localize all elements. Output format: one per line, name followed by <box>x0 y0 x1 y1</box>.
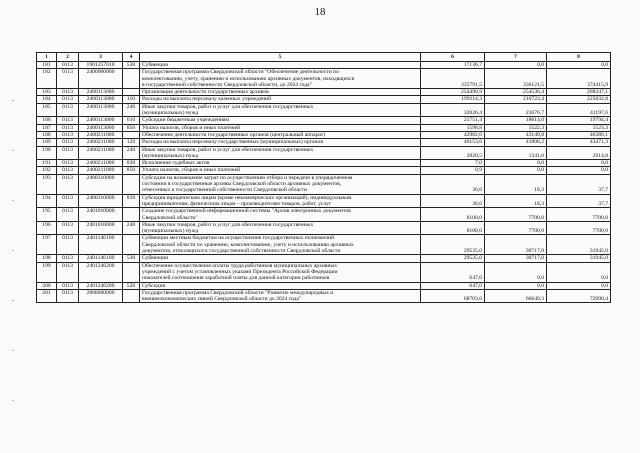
table-row <box>37 194 611 208</box>
header-cell: 1 <box>37 53 57 62</box>
table-row <box>37 131 611 138</box>
target-article-cell: 2400310000 <box>79 194 123 208</box>
amount-cell: 30717,0 <box>485 235 547 255</box>
description-cell: Расходы на выплаты персоналу государственных (муниципальных) органов <box>140 139 421 146</box>
amount-cell: 42982,0 <box>421 131 485 138</box>
amount-cell: 31945,0 <box>547 255 611 262</box>
row-number-cell: 199 <box>37 262 57 282</box>
amount-cell: 29535,0 <box>421 235 485 255</box>
amount-cell: 0,0 <box>485 160 547 167</box>
target-article-cell: 2400000000 <box>79 69 123 89</box>
section-code-cell: 0113 <box>57 62 79 69</box>
amount-cell: 1522,3 <box>485 124 547 131</box>
section-code-cell: 0113 <box>57 255 79 262</box>
section-code-cell: 0113 <box>57 235 79 255</box>
description-cell: Субсидии на возмещение затрат по осуществлению отбора и передачи в упорядоченном состоянии в государственные архивы Свердловской области архивных документов, отнесенных к государственной собственности Свердловской области <box>140 174 421 194</box>
row-number-cell: 185 <box>37 103 57 117</box>
amount-cell: 23676,7 <box>485 103 547 117</box>
table-body <box>37 62 611 303</box>
expense-type-cell <box>123 235 140 255</box>
amount-cell: 36,6 <box>421 194 485 208</box>
table-row <box>37 96 611 103</box>
margin-mark <box>12 200 14 201</box>
section-code-cell: 0113 <box>57 103 79 117</box>
target-article-cell: 2400113000 <box>79 117 123 124</box>
amount-cell: 32026,4 <box>421 103 485 117</box>
expense-type-cell: 850 <box>123 167 140 174</box>
header-cell: 4 <box>123 53 140 62</box>
table-row <box>37 167 611 174</box>
target-article-cell: 2401146100 <box>79 235 123 255</box>
section-code-cell: 0113 <box>57 174 79 194</box>
row-number-cell: 188 <box>37 131 57 138</box>
amount-cell: 66649,3 <box>485 289 547 303</box>
amount-cell: 8100,0 <box>421 221 485 235</box>
amount-cell: 0,0 <box>547 160 611 167</box>
row-number-cell: 192 <box>37 167 57 174</box>
target-article-cell: 2400211000 <box>79 160 123 167</box>
amount-cell: 41197,6 <box>547 103 611 117</box>
expense-type-cell: 810 <box>123 194 140 208</box>
expense-type-cell: 530 <box>123 62 140 69</box>
amount-cell: 36,6 <box>421 174 485 194</box>
description-cell: Иные закупки товаров, работ и услуг для обеспечения государственных (муниципальных) нужд <box>140 103 421 117</box>
amount-cell: 336121,5 <box>485 69 547 89</box>
amount-cell: 0,0 <box>547 262 611 282</box>
header-cell: 6 <box>421 53 485 62</box>
amount-cell: 210723,4 <box>485 96 547 103</box>
description-cell: Обеспечение осуществления оплаты труда работников муниципальных архивных учреждений с учетом установленных указами Президента Российской Федерации показателей соотношения заработной платы для данной категории работников <box>140 262 421 282</box>
amount-cell: 254536,4 <box>485 89 547 96</box>
amount-cell: 0,0 <box>547 62 611 69</box>
margin-mark <box>12 250 14 251</box>
target-article-cell: 2401246200 <box>79 282 123 289</box>
amount-cell: 0,0 <box>485 262 547 282</box>
margin-mark <box>12 100 14 101</box>
page-number: 18 <box>314 6 326 18</box>
row-number-cell: 197 <box>37 235 57 255</box>
section-code-cell: 0113 <box>57 282 79 289</box>
table-row <box>37 139 611 146</box>
amount-cell: 29535,0 <box>421 255 485 262</box>
section-code-cell: 0113 <box>57 131 79 138</box>
amount-cell: 7700,0 <box>485 208 547 222</box>
margin-mark <box>12 300 14 301</box>
amount-cell: 18614,0 <box>485 117 547 124</box>
row-number-cell: 196 <box>37 221 57 235</box>
expense-type-cell <box>123 262 140 282</box>
table-row <box>37 255 611 262</box>
section-code-cell: 0113 <box>57 208 79 222</box>
header-cell: 2 <box>57 53 79 62</box>
margin-mark <box>12 150 14 151</box>
target-article-cell: 2401010000 <box>79 208 123 222</box>
section-code-cell: 0113 <box>57 146 79 160</box>
description-cell: Иные закупки товаров, работ и услуг для обеспечения государственных (муниципальных) нужд <box>140 146 421 160</box>
amount-cell: 7700,0 <box>547 208 611 222</box>
description-cell: Субвенции местным бюджетам на осуществление государственных полномочий Свердловской области по хранению, комплектованию, учету и использованию архивных документов, относящихся к государственной собственности Свердловской области <box>140 235 421 255</box>
table-row <box>37 89 611 96</box>
section-code-cell: 0113 <box>57 117 79 124</box>
expense-type-cell: 830 <box>123 160 140 167</box>
table-row <box>37 124 611 131</box>
amount-cell: 19794,4 <box>547 117 611 124</box>
description-cell: Субсидии <box>140 282 421 289</box>
section-code-cell: 0113 <box>57 194 79 208</box>
amount-cell: 2914,8 <box>547 146 611 160</box>
table-row <box>37 146 611 160</box>
description-cell: Создание государственной информационной системы "Архив электронных документов Свердловской области" <box>140 208 421 222</box>
description-cell: Государственная программа Свердловской области "Обеспечение деятельности по комплектованию, учету, хранению и использованию архивных документов, находящихся в государственной собственности Свердловской области, до 2024 года" <box>140 69 421 89</box>
amount-cell: 0,0 <box>547 282 611 289</box>
row-number-cell: 183 <box>37 89 57 96</box>
table-row <box>37 282 611 289</box>
row-number-cell: 186 <box>37 117 57 124</box>
row-number-cell: 191 <box>37 160 57 167</box>
amount-cell: 199114,3 <box>421 96 485 103</box>
amount-cell: 18,3 <box>485 174 547 194</box>
target-article-cell: 2401146100 <box>79 255 123 262</box>
table-row <box>37 235 611 255</box>
header-cell: 8 <box>547 53 611 62</box>
description-cell: Обеспечение деятельности государственных органов (центральный аппарат) <box>140 131 421 138</box>
expense-type-cell: 240 <box>123 146 140 160</box>
section-code-cell: 0113 <box>57 89 79 96</box>
amount-cell: 40153,6 <box>421 139 485 146</box>
amount-cell: 288347,1 <box>547 89 611 96</box>
target-article-cell: 2400211000 <box>79 131 123 138</box>
amount-cell: 7700,0 <box>485 221 547 235</box>
target-article-cell: 2400113000 <box>79 103 123 117</box>
section-code-cell: 0113 <box>57 167 79 174</box>
amount-cell: 254490,9 <box>421 89 485 96</box>
expense-type-cell: 240 <box>123 103 140 117</box>
amount-cell: 0,0 <box>485 62 547 69</box>
description-cell: Расходы на выплаты персоналу казенных учреждений <box>140 96 421 103</box>
amount-cell: 17136,7 <box>421 62 485 69</box>
amount-cell: 37,7 <box>547 194 611 208</box>
expense-type-cell: 850 <box>123 124 140 131</box>
amount-cell: 335791,5 <box>421 69 485 89</box>
margin-mark <box>12 400 14 401</box>
target-article-cell: 2800000000 <box>79 289 123 303</box>
expense-type-cell <box>123 289 140 303</box>
row-number-cell: 187 <box>37 124 57 131</box>
table-header-row <box>37 53 611 62</box>
table-row <box>37 289 611 303</box>
target-article-cell: 2401246200 <box>79 262 123 282</box>
section-code-cell: 0113 <box>57 289 79 303</box>
section-code-cell: 0113 <box>57 160 79 167</box>
row-number-cell: 181 <box>37 62 57 69</box>
table-row <box>37 117 611 124</box>
amount-cell: 1598,8 <box>421 124 485 131</box>
description-cell: Субсидии юридическим лицам (кроме некоммерческих организаций), индивидуальным предпринимателям, физическим лицам – производителям товаров, работ, услуг <box>140 194 421 208</box>
expense-type-cell <box>123 174 140 194</box>
amount-cell: 7,0 <box>421 160 485 167</box>
target-article-cell: 2400310000 <box>79 174 123 194</box>
expense-type-cell <box>123 69 140 89</box>
amount-cell: 43149,8 <box>485 131 547 138</box>
target-article-cell: 2400211000 <box>79 146 123 160</box>
amount-cell: 7700,0 <box>547 221 611 235</box>
header-cell: 5 <box>140 53 421 62</box>
amount-cell: 0,9 <box>421 167 485 174</box>
target-article-cell: 2400113000 <box>79 89 123 96</box>
amount-cell: 46386,1 <box>547 131 611 138</box>
section-code-cell: 0113 <box>57 139 79 146</box>
amount-cell: 1523,3 <box>547 124 611 131</box>
amount-cell: 0,0 <box>547 167 611 174</box>
section-code-cell: 0113 <box>57 69 79 89</box>
amount-cell: 31945,0 <box>547 235 611 255</box>
table-row <box>37 208 611 222</box>
expense-type-cell <box>123 89 140 96</box>
target-article-cell: 2400211000 <box>79 167 123 174</box>
row-number-cell: 182 <box>37 69 57 89</box>
row-number-cell: 195 <box>37 208 57 222</box>
table-row <box>37 221 611 235</box>
description-cell: Иные закупки товаров, работ и услуг для обеспечения государственных (муниципальных) нужд <box>140 221 421 235</box>
amount-cell: 41808,2 <box>485 139 547 146</box>
amount-cell: 72990,4 <box>547 289 611 303</box>
description-cell: Исполнение судебных актов <box>140 160 421 167</box>
description-cell: Государственная программа Свердловской области "Развитие международных и внешнеэкономических связей Свердловской области до 2024 года" <box>140 289 421 303</box>
table-row <box>37 160 611 167</box>
target-article-cell: 2400113000 <box>79 96 123 103</box>
row-number-cell: 184 <box>37 96 57 103</box>
target-article-cell: 2401010000 <box>79 221 123 235</box>
amount-cell: 37,7 <box>547 174 611 194</box>
row-number-cell: 193 <box>37 174 57 194</box>
description-cell: Уплата налогов, сборов и иных платежей <box>140 167 421 174</box>
row-number-cell: 190 <box>37 146 57 160</box>
amount-cell: 374415,9 <box>547 69 611 89</box>
target-article-cell: 1901257010 <box>79 62 123 69</box>
amount-cell: 647,0 <box>421 262 485 282</box>
amount-cell: 0,0 <box>485 282 547 289</box>
expense-type-cell <box>123 131 140 138</box>
expense-type-cell: 610 <box>123 117 140 124</box>
amount-cell: 2820,5 <box>421 146 485 160</box>
amount-cell: 18,3 <box>485 194 547 208</box>
expense-type-cell: 520 <box>123 282 140 289</box>
row-number-cell: 189 <box>37 139 57 146</box>
amount-cell: 0,0 <box>485 167 547 174</box>
expense-type-cell: 240 <box>123 221 140 235</box>
amount-cell: 1341,6 <box>485 146 547 160</box>
amount-cell: 30717,0 <box>485 255 547 262</box>
amount-cell: 8100,0 <box>421 208 485 222</box>
expense-type-cell: 120 <box>123 139 140 146</box>
section-code-cell: 0113 <box>57 262 79 282</box>
amount-cell: 68703,6 <box>421 289 485 303</box>
table-row <box>37 103 611 117</box>
table-row <box>37 62 611 69</box>
amount-cell: 647,0 <box>421 282 485 289</box>
budget-table <box>36 52 611 303</box>
section-code-cell: 0113 <box>57 96 79 103</box>
header-cell: 7 <box>485 53 547 62</box>
description-cell: Субвенции <box>140 62 421 69</box>
row-number-cell: 200 <box>37 282 57 289</box>
table-row <box>37 262 611 282</box>
expense-type-cell <box>123 208 140 222</box>
row-number-cell: 201 <box>37 289 57 303</box>
target-article-cell: 2400113000 <box>79 124 123 131</box>
description-cell: Уплата налогов, сборов и иных платежей <box>140 124 421 131</box>
row-number-cell: 194 <box>37 194 57 208</box>
expense-type-cell: 530 <box>123 255 140 262</box>
amount-cell: 21751,4 <box>421 117 485 124</box>
description-cell: Субвенции <box>140 255 421 262</box>
table-row <box>37 69 611 89</box>
table-row <box>37 174 611 194</box>
target-article-cell: 2400211000 <box>79 139 123 146</box>
margin-mark <box>12 350 14 351</box>
section-code-cell: 0113 <box>57 124 79 131</box>
row-number-cell: 198 <box>37 255 57 262</box>
description-cell: Организация деятельности государственных архивов <box>140 89 421 96</box>
header-cell: 3 <box>79 53 123 62</box>
expense-type-cell: 110 <box>123 96 140 103</box>
description-cell: Субсидии бюджетным учреждениям <box>140 117 421 124</box>
amount-cell: 43471,3 <box>547 139 611 146</box>
section-code-cell: 0113 <box>57 221 79 235</box>
amount-cell: 225832,8 <box>547 96 611 103</box>
